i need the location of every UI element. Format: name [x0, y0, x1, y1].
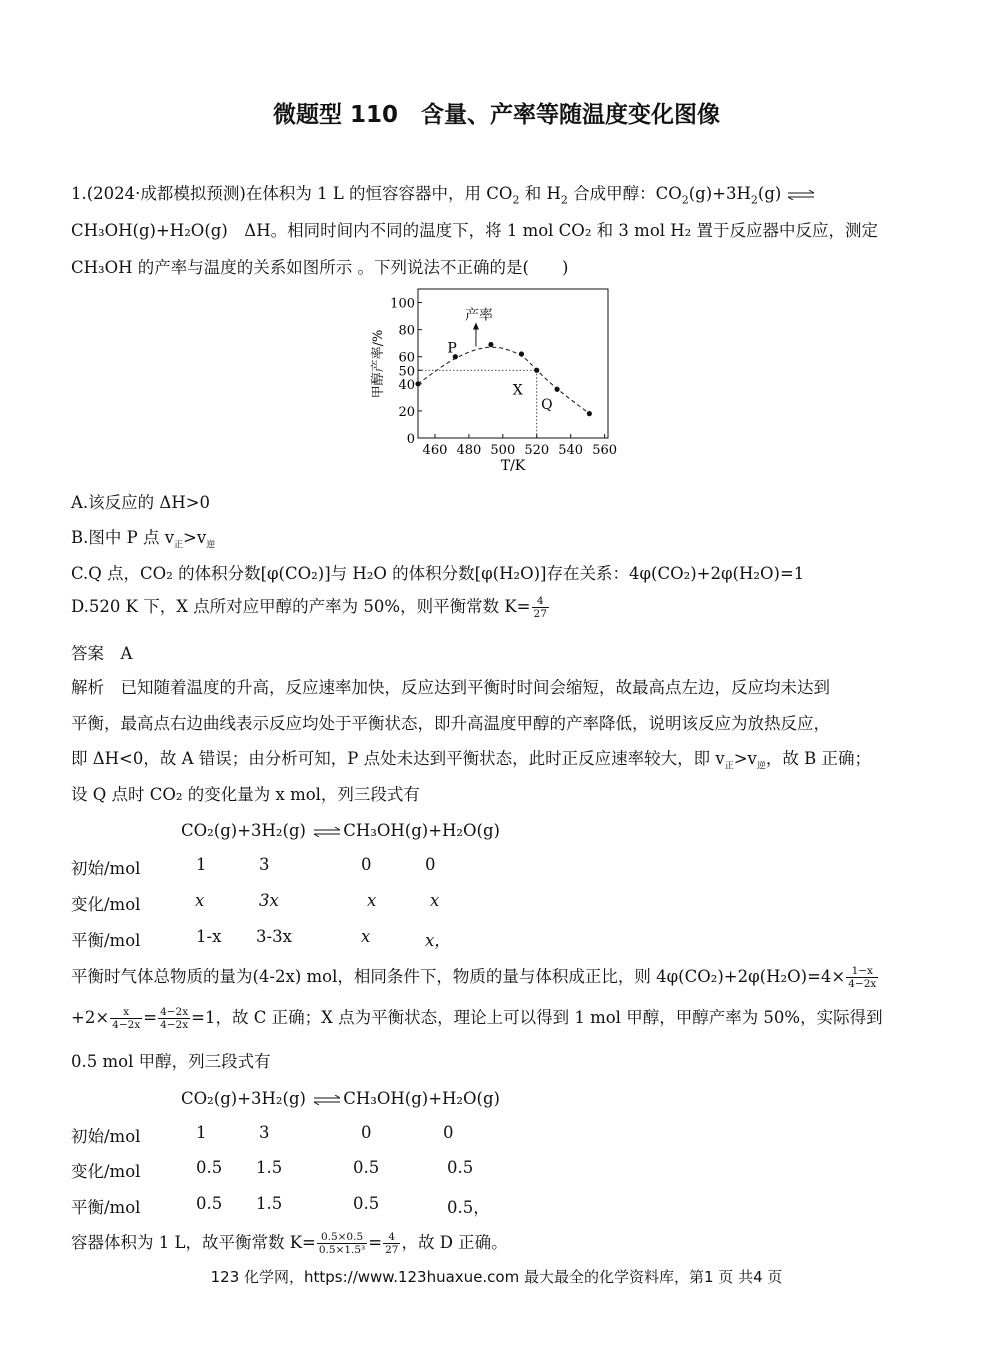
analysis-line-7: 0.5 mol 甲醇，列三段式有	[71, 1052, 271, 1071]
x-tick-label: 500	[490, 443, 516, 458]
equation-2: CO₂(g)+3H₂(g) CH₃OH(g)+H₂O(g)	[181, 1089, 500, 1108]
table-cell: x	[367, 891, 377, 910]
equilibrium-arrow-icon	[787, 190, 815, 200]
row-label: 初始/mol	[71, 1127, 141, 1146]
yield-temperature-chart	[368, 282, 628, 477]
table-cell: 0.5	[196, 1158, 223, 1177]
table-cell: 0.5	[447, 1158, 474, 1177]
x-tick-label: 480	[456, 443, 482, 458]
data-point	[519, 351, 524, 356]
table-cell: 1.5	[256, 1194, 283, 1213]
table-cell: x	[361, 927, 371, 946]
row-label: 平衡/mol	[71, 931, 141, 950]
y-tick-label: 60	[398, 350, 415, 366]
analysis-line-2: 平衡，最高点右边曲线表示反应均处于平衡状态，即升高温度甲醇的产率降低，说明该反应为放热反应，	[71, 714, 830, 733]
page-footer: 123 化学网，https://www.123huaxue.com 最大最全的化学资料库，第1 页 共4 页	[210, 1268, 783, 1286]
fraction: $\frac{x}{4-2x}$	[112, 1006, 141, 1031]
y-tick-label: 0	[406, 432, 415, 447]
x-axis-label: T/K	[500, 458, 526, 474]
analysis-line-1: 解析 已知随着温度的升高，反应速率加快，反应达到平衡时时间会缩短，故最高点左边，反应均未达到	[71, 678, 830, 697]
table-cell: 1	[196, 855, 207, 874]
question-line-2: CH₃OH(g)+H₂O(g) ΔH。相同时间内不同的温度下，将 1 mol CO₂ 和 3 mol H₂ 置于反应器中反应，测定	[71, 221, 879, 240]
fraction: $\frac{4}{27}$	[385, 1231, 399, 1256]
data-point	[555, 387, 560, 392]
table-cell: 1.5	[256, 1158, 283, 1177]
label-q: Q	[541, 397, 553, 414]
page-title: 微题型 110 含量、产率等随温度变化图像	[272, 102, 721, 128]
arrow-label: 产率	[464, 307, 493, 324]
table-cell: 1-x	[196, 927, 222, 946]
row-label: 平衡/mol	[71, 1198, 141, 1217]
question-line-3: CH₃OH 的产率与温度的关系如图所示 。下列说法不正确的是( )	[71, 258, 569, 277]
answer: 答案 A	[71, 644, 133, 663]
table-cell: 0.5	[353, 1158, 380, 1177]
y-tick-label: 40	[398, 377, 415, 393]
x-tick-label: 540	[558, 443, 584, 458]
table-cell: 0.5，	[447, 1198, 490, 1217]
fraction: $\frac{4}{27}$	[533, 595, 547, 620]
fraction: $\frac{1-x}{4-2x}$	[848, 965, 877, 990]
table-cell: x	[195, 891, 205, 910]
question-line-1: 1.(2024·成都模拟预测)在体积为 1 L 的恒容容器中，用 $CO_2$ 和 $H_2$ 合成甲醇：$CO_2(g)+3H_2(g)$	[71, 180, 815, 206]
table-cell: 3-3x	[256, 927, 292, 946]
analysis-line-4: 设 Q 点时 CO₂ 的变化量为 x mol，列三段式有	[71, 785, 420, 804]
analysis-line-5: 平衡时气体总物质的量为(4-2x) mol，相同条件下，物质的量与体积成正比，则 4φ(CO₂)+2φ(H₂O)=4× $\frac{1-x}{4-2x}$	[71, 965, 877, 990]
data-point	[587, 411, 592, 416]
x-tick-label: 520	[524, 443, 550, 458]
equilibrium-arrow-icon	[311, 1095, 343, 1105]
data-point	[488, 342, 493, 347]
equation-1: CO₂(g)+3H₂(g) CH₃OH(g)+H₂O(g)	[181, 821, 500, 840]
arrow-head-icon	[473, 323, 479, 330]
x-tick-label: 460	[422, 443, 448, 458]
y-tick-label: 50	[398, 364, 415, 380]
label-x: X	[512, 382, 523, 399]
y-tick-label: 80	[398, 323, 415, 339]
table-cell: x，	[425, 931, 451, 950]
table-cell: 1	[196, 1123, 207, 1142]
analysis-line-6: +2× $\frac{x}{4-2x}$ = $\frac{4-2x}{4-2x}$ =1，故 C 正确；X 点为平衡状态，理论上可以得到 1 mol 甲醇，甲醇产率为 50%，实际得到	[71, 1006, 883, 1031]
table-cell: 0	[361, 1123, 372, 1142]
table-cell: 0	[443, 1123, 454, 1142]
x-tick-label: 560	[592, 443, 618, 458]
row-label: 变化/mol	[71, 895, 141, 914]
table-cell: 0.5	[196, 1194, 223, 1213]
analysis-line-8: 容器体积为 1 L，故平衡常数 K= $\frac{0.5\times 0.5}{\text{0.5×1.5³}}$ = $\frac{4}{27}$ ，故 D 正确。	[71, 1231, 508, 1256]
label-p: P	[447, 340, 457, 357]
table-cell: 3x	[259, 891, 279, 910]
table-cell: 3	[259, 855, 270, 874]
data-point	[415, 381, 420, 386]
option-b: B.图中 P 点 $v_正>v_逆$	[71, 528, 216, 551]
chart-frame	[418, 289, 608, 438]
table-cell: 0	[361, 855, 372, 874]
table-cell: 3	[259, 1123, 270, 1142]
option-d: D.520 K 下，X 点所对应甲醇的产率为 50%，则平衡常数 K= $\frac{4}{27}$	[71, 595, 547, 620]
fraction: $\frac{4-2x}{4-2x}$	[160, 1006, 189, 1031]
option-a: A.该反应的 ΔH>0	[71, 493, 211, 512]
option-c: C.Q 点，CO₂ 的体积分数[φ(CO₂)]与 H₂O 的体积分数[φ(H₂O)]存在关系：4φ(CO₂)+2φ(H₂O)=1	[71, 564, 805, 583]
y-axis-label: 甲醇产率/%	[371, 329, 386, 399]
y-tick-label: 100	[390, 296, 415, 312]
row-label: 初始/mol	[71, 859, 141, 878]
fraction: $\frac{0.5\times 0.5}{\text{0.5×1.5³}}$	[318, 1231, 366, 1256]
table-cell: x	[430, 891, 440, 910]
row-label: 变化/mol	[71, 1162, 141, 1181]
y-tick-label: 20	[398, 404, 415, 420]
data-point	[534, 368, 539, 373]
table-cell: 0.5	[353, 1194, 380, 1213]
equilibrium-arrow-icon	[311, 827, 343, 837]
analysis-line-3: 即 ΔH<0，故 A 错误；由分析可知，P 点处未达到平衡状态，此时正反应速率较大，即 $v_正>v_逆$，故 B 正确；	[71, 749, 872, 772]
series-curve	[418, 347, 589, 413]
table-cell: 0	[425, 855, 436, 874]
